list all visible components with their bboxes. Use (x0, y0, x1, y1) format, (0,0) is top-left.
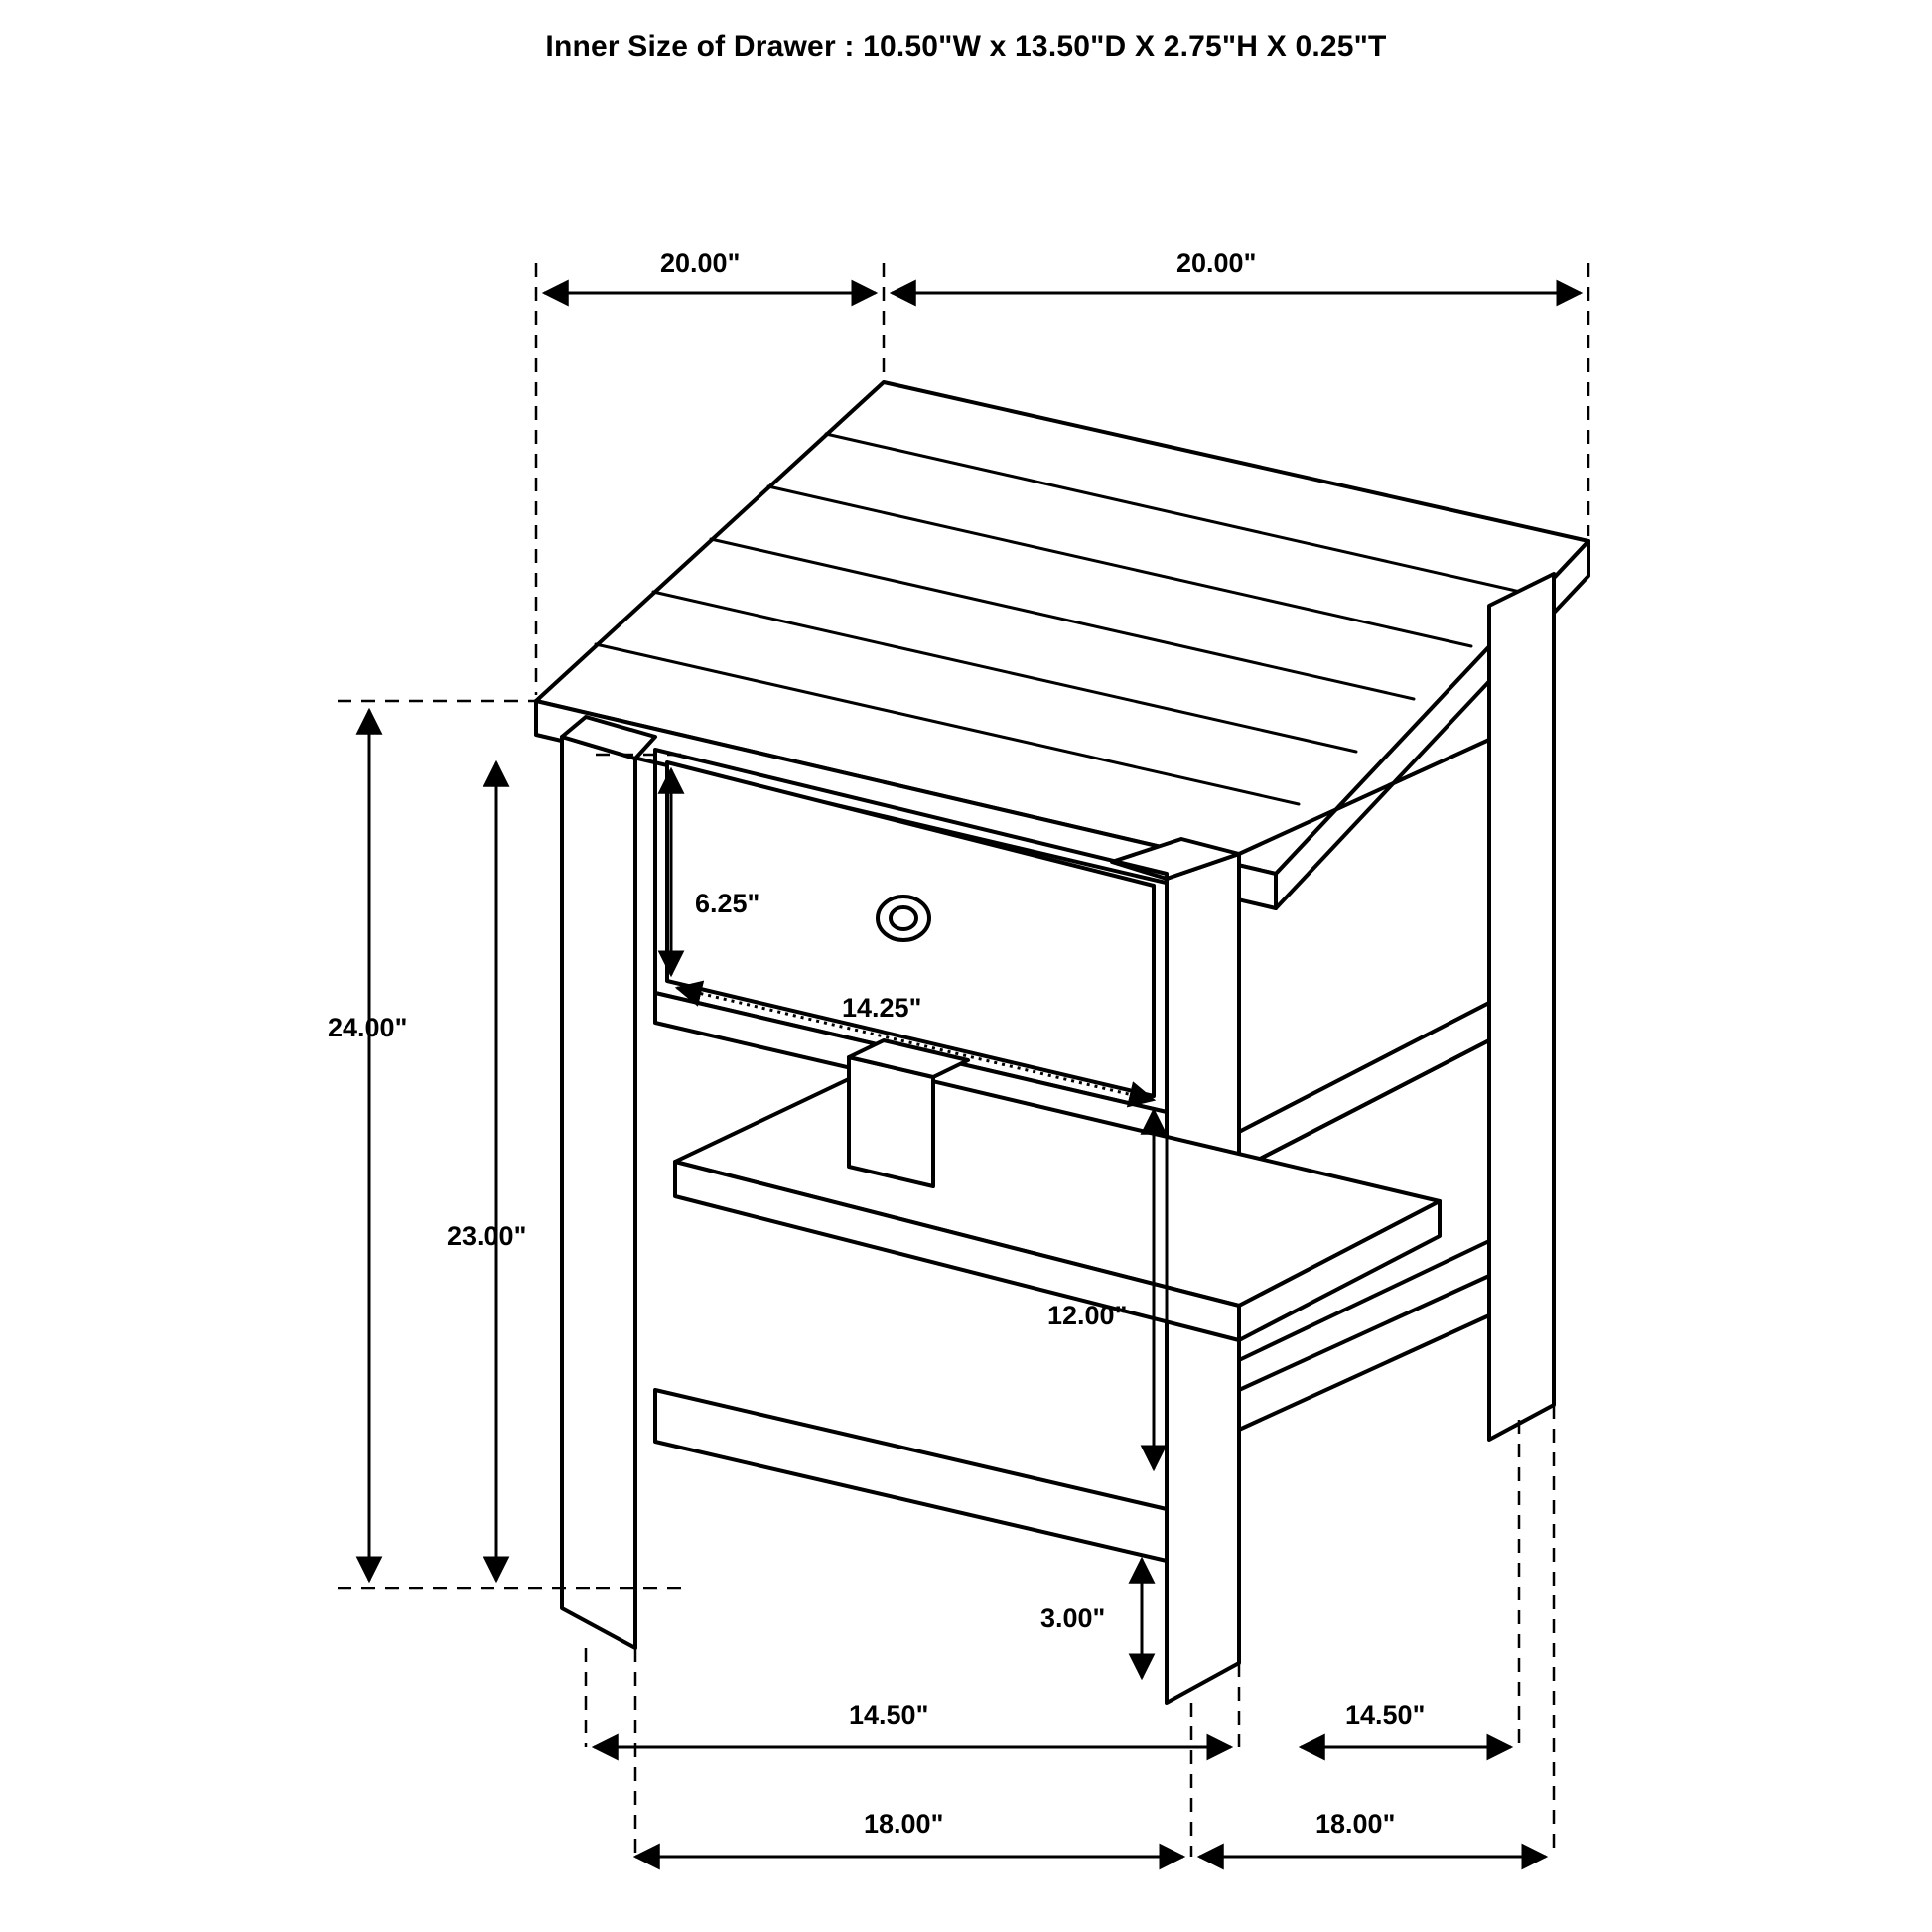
center-support (849, 1057, 933, 1186)
dim-label-shelf-clearance: 12.00" (1047, 1301, 1128, 1330)
page-title: Inner Size of Drawer : 10.50"W x 13.50"D X 2.75"H X 0.25"T (545, 30, 1387, 63)
dim-label-overall-side: 18.00" (1315, 1809, 1396, 1839)
dim-label-overall-height: 24.00" (328, 1013, 408, 1042)
dim-label-leg-height: 23.00" (447, 1221, 527, 1251)
rear-right-leg (1489, 574, 1554, 1440)
front-bottom-stretcher (655, 1390, 1167, 1561)
drawer-knob-icon (878, 897, 929, 940)
dim-label-top-width-right: 20.00" (1176, 248, 1257, 278)
furniture-outline (536, 382, 1588, 1703)
dim-label-overall-front: 18.00" (864, 1809, 944, 1839)
dim-label-floor-clearance: 3.00" (1040, 1603, 1106, 1633)
dim-label-side-width: 14.50" (1345, 1700, 1426, 1729)
dim-label-drawer-face-width: 14.25" (842, 993, 922, 1023)
dim-label-top-width-left: 20.00" (660, 248, 741, 278)
dim-label-drawer-face-height: 6.25" (695, 889, 760, 918)
side-rail (1239, 1003, 1489, 1170)
front-left-leg (562, 737, 635, 1648)
dim-label-front-width: 14.50" (849, 1700, 929, 1729)
